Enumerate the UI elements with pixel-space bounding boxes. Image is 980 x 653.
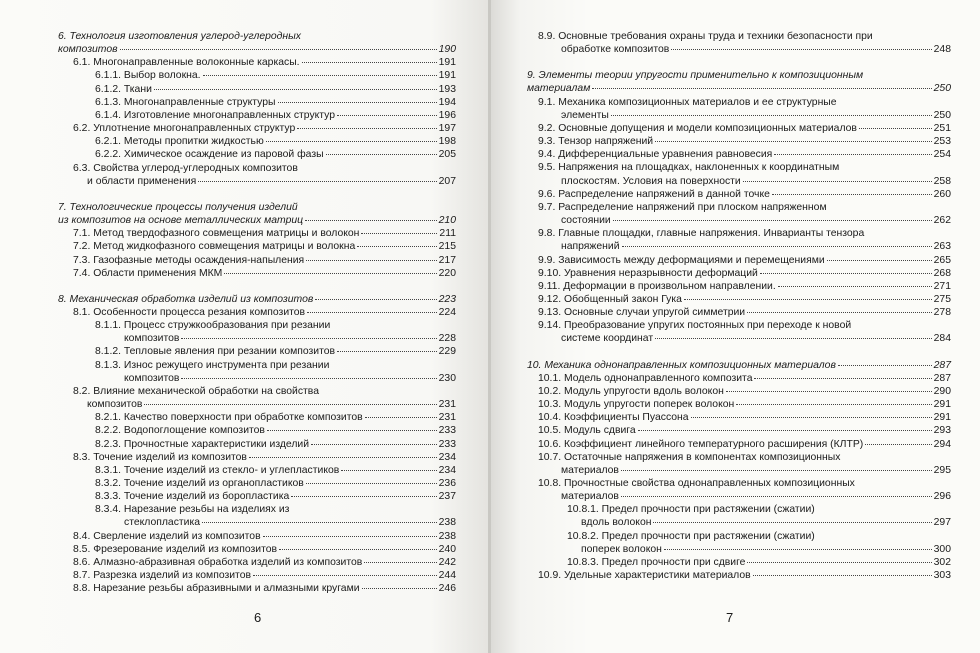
toc-section-entry bbox=[527, 424, 951, 437]
toc-page-number: 223 bbox=[438, 293, 456, 305]
dot-leader bbox=[302, 62, 437, 63]
toc-section-entry bbox=[527, 385, 951, 398]
dot-leader bbox=[361, 233, 437, 234]
toc-page-number: 193 bbox=[438, 83, 456, 95]
toc-entry-text: материалов bbox=[561, 464, 619, 476]
toc-entry-text: 6.2. Уплотнение многонаправленных структур bbox=[73, 123, 296, 135]
toc-entry-text: обработке композитов bbox=[561, 44, 670, 56]
dot-leader bbox=[224, 273, 436, 274]
toc-entry-text: 8.9. Основные требования охраны труда и техники безопасности при bbox=[538, 31, 873, 42]
toc-page-number: 217 bbox=[438, 254, 456, 266]
dot-leader bbox=[306, 483, 437, 484]
toc-section-entry bbox=[527, 201, 951, 227]
toc-entry-text: 8.2.2. Водопоглощение композитов bbox=[95, 425, 265, 437]
toc-section-entry bbox=[527, 161, 951, 187]
toc-section-entry bbox=[58, 254, 456, 267]
toc-section-entry bbox=[58, 530, 456, 543]
toc-entry-text: 9.5. Напряжения на площадках, наклоненных к координатным bbox=[538, 162, 840, 174]
toc-page-number: 240 bbox=[438, 543, 456, 555]
toc-page-number: 238 bbox=[438, 530, 456, 542]
toc-page-number: 260 bbox=[933, 188, 951, 200]
dot-leader bbox=[611, 115, 932, 116]
toc-entry-text: состоянии bbox=[561, 215, 611, 227]
dot-leader bbox=[203, 75, 437, 76]
toc-entry-text: 10.8.1. Предел прочности при растяжении (сжатии) bbox=[567, 504, 815, 516]
toc-page-number: 197 bbox=[438, 123, 456, 135]
toc-entry-text: 10.1. Модель однонаправленного композита bbox=[538, 372, 753, 384]
toc-entry-text: композитов bbox=[124, 333, 180, 345]
dot-leader bbox=[315, 299, 436, 300]
toc-section-entry bbox=[58, 543, 456, 556]
toc-page-number: 238 bbox=[438, 517, 456, 529]
dot-leader bbox=[263, 536, 437, 537]
toc-entry-text: 9.14. Преобразование упругих постоянных при переходе к новой bbox=[538, 320, 852, 332]
toc-entry-text: 9.6. Распределение напряжений в данной точке bbox=[538, 188, 770, 200]
dot-leader bbox=[736, 404, 931, 405]
dot-leader bbox=[743, 181, 932, 182]
toc-entry-text: и области применения bbox=[87, 175, 197, 187]
dot-leader bbox=[341, 470, 436, 471]
toc-entry-text: 8.3.4. Нарезание резьбы на изделиях из bbox=[95, 504, 290, 516]
dot-leader bbox=[865, 444, 931, 445]
toc-page-number: 194 bbox=[438, 96, 456, 108]
toc-section-entry bbox=[527, 267, 951, 280]
toc-page-number: 275 bbox=[933, 293, 951, 305]
toc-page-number: 278 bbox=[933, 307, 951, 319]
toc-page-number: 258 bbox=[933, 175, 951, 187]
dot-leader bbox=[306, 260, 436, 261]
dot-leader bbox=[364, 562, 436, 563]
section-gap bbox=[527, 56, 951, 69]
toc-subsection-entry bbox=[58, 135, 456, 148]
left-page bbox=[0, 0, 489, 653]
toc-section-entry bbox=[58, 162, 456, 188]
dot-leader bbox=[305, 220, 437, 221]
dot-leader bbox=[181, 338, 436, 339]
toc-page-number: 248 bbox=[933, 44, 951, 56]
toc-entry-text: 9.12. Обобщенный закон Гука bbox=[538, 293, 682, 305]
toc-page-number: 234 bbox=[438, 451, 456, 463]
toc-entry-text: 10.5. Модуль сдвига bbox=[538, 425, 636, 437]
toc-chapter-entry bbox=[58, 30, 456, 56]
toc-page-number: 233 bbox=[438, 425, 456, 437]
toc-entry-text: материалов bbox=[561, 491, 619, 503]
toc-entry-text: 9. Элементы теории упругости применительно к композиционным bbox=[527, 70, 864, 82]
dot-leader bbox=[671, 49, 931, 50]
toc-section-entry bbox=[527, 477, 951, 503]
toc-page-number: 262 bbox=[933, 215, 951, 227]
toc-page-number: 303 bbox=[933, 570, 951, 582]
toc-entry-text: 9.1. Механика композиционных материалов и ее структурные bbox=[538, 96, 837, 108]
toc-entry-text: 8.5. Фрезерование изделий из композитов bbox=[73, 543, 278, 555]
toc-section-entry bbox=[527, 306, 951, 319]
toc-subsection-entry bbox=[58, 490, 456, 503]
toc-entry-text: 8. Механическая обработка изделий из композитов bbox=[58, 293, 314, 305]
section-gap bbox=[527, 346, 951, 359]
toc-entry-text: 9.11. Деформации в произвольном направлении. bbox=[538, 280, 776, 292]
toc-page-number: 250 bbox=[933, 83, 951, 95]
toc-page-number: 207 bbox=[438, 175, 456, 187]
toc-section-entry bbox=[527, 148, 951, 161]
toc-entry-text: 8.1.3. Износ режущего инструмента при резании bbox=[95, 359, 330, 371]
toc-chapter-entry bbox=[527, 359, 951, 372]
toc-entry-text: 8.2.1. Качество поверхности при обработке композитов bbox=[95, 412, 363, 424]
dot-leader bbox=[202, 522, 437, 523]
toc-section-entry bbox=[527, 569, 951, 582]
dot-leader bbox=[267, 430, 437, 431]
toc-entry-text: 10.7. Остаточные напряжения в компонентах композиционных bbox=[538, 451, 841, 463]
toc-page-number: 229 bbox=[438, 346, 456, 358]
toc-entry-text: 7.2. Метод жидкофазного совмещения матрицы и волокна bbox=[73, 241, 356, 253]
toc-subsection-entry bbox=[58, 477, 456, 490]
dot-leader bbox=[144, 404, 436, 405]
dot-leader bbox=[326, 154, 437, 155]
toc-entry-text: плоскостям. Условия на поверхности bbox=[561, 175, 741, 187]
toc-entry-text: 7.4. Области применения МКМ bbox=[73, 267, 223, 279]
toc-entry-text: 6. Технология изготовления углерод-углеродных bbox=[58, 31, 301, 42]
toc-entry-text: 9.2. Основные допущения и модели композиционных материалов bbox=[538, 122, 857, 134]
toc-section-entry bbox=[527, 438, 951, 451]
toc-chapter-entry bbox=[58, 293, 456, 306]
toc-page-number: 293 bbox=[933, 425, 951, 437]
toc-entry-text: из композитов на основе металлических матриц bbox=[58, 215, 304, 227]
dot-leader bbox=[753, 575, 932, 576]
toc-section-entry bbox=[58, 227, 456, 240]
toc-section-entry bbox=[58, 240, 456, 253]
toc-section-entry bbox=[527, 398, 951, 411]
page-number-left: 6 bbox=[254, 610, 262, 625]
toc-page-number: 290 bbox=[933, 385, 951, 397]
toc-entry-text: 8.3. Точение изделий из композитов bbox=[73, 451, 247, 463]
dot-leader bbox=[278, 102, 437, 103]
toc-entry-text: 10.8.2. Предел прочности при растяжении (сжатии) bbox=[567, 530, 815, 542]
toc-page-number: 287 bbox=[933, 359, 951, 371]
page-number-right: 7 bbox=[726, 610, 734, 625]
toc-page-number: 251 bbox=[933, 122, 951, 134]
toc-entry-text: 8.8. Нарезание резьбы абразивными и алмазными кругами bbox=[73, 583, 360, 595]
toc-section-entry bbox=[527, 293, 951, 306]
toc-page-number: 191 bbox=[438, 57, 456, 69]
toc-section-entry bbox=[527, 372, 951, 385]
toc-page-number: 234 bbox=[438, 464, 456, 476]
dot-leader bbox=[279, 549, 437, 550]
toc-page-number: 191 bbox=[438, 70, 456, 82]
toc-page-number: 287 bbox=[933, 372, 951, 384]
dot-leader bbox=[653, 522, 931, 523]
toc-subsection-entry bbox=[58, 69, 456, 82]
dot-leader bbox=[291, 496, 436, 497]
toc-subsection-entry bbox=[58, 438, 456, 451]
toc-entry-text: 10.3. Модуль упругости поперек волокон bbox=[538, 399, 735, 411]
toc-page-number: 244 bbox=[438, 570, 456, 582]
toc-entry-text: 9.7. Распределение напряжений при плоском напряженном bbox=[538, 201, 827, 213]
toc-subsection-entry bbox=[527, 503, 951, 529]
toc-entry-text: композитов bbox=[58, 44, 118, 56]
toc-subsection-entry bbox=[58, 83, 456, 96]
toc-entry-text: 9.13. Основные случаи упругой симметрии bbox=[538, 307, 746, 319]
toc-subsection-entry bbox=[58, 411, 456, 424]
toc-entry-text: 7.3. Газофазные методы осаждения-напыления bbox=[73, 254, 305, 266]
toc-subsection-entry bbox=[58, 503, 456, 529]
toc-section-entry bbox=[58, 385, 456, 411]
toc-page-number: 215 bbox=[438, 241, 456, 253]
toc-section-entry bbox=[527, 451, 951, 477]
toc-subsection-entry bbox=[58, 109, 456, 122]
dot-leader bbox=[760, 273, 932, 274]
dot-leader bbox=[365, 417, 437, 418]
toc-subsection-entry bbox=[58, 345, 456, 358]
dot-leader bbox=[655, 338, 932, 339]
toc-page-number: 254 bbox=[933, 149, 951, 161]
toc-subsection-entry bbox=[58, 359, 456, 385]
dot-leader bbox=[307, 312, 437, 313]
toc-subsection-entry bbox=[58, 148, 456, 161]
toc-entry-text: 10. Механика однонаправленных композиционных материалов bbox=[527, 359, 836, 371]
toc-entry-text: 8.1. Особенности процесса резания композитов bbox=[73, 306, 306, 318]
dot-leader bbox=[684, 299, 932, 300]
toc-entry-text: 9.4. Дифференциальные уравнения равновесия bbox=[538, 149, 773, 161]
dot-leader bbox=[337, 351, 437, 352]
toc-entry-text: 8.4. Сверление изделий из композитов bbox=[73, 530, 261, 542]
toc-entry-text: материалам bbox=[527, 83, 591, 95]
toc-entry-text: 9.10. Уравнения неразрывности деформаций bbox=[538, 267, 758, 279]
toc-entry-text: 7. Технологические процессы получения изделий bbox=[58, 201, 298, 213]
toc-page-number: 300 bbox=[933, 543, 951, 555]
right-page bbox=[491, 0, 980, 653]
toc-subsection-entry bbox=[58, 319, 456, 345]
dot-leader bbox=[154, 89, 437, 90]
dot-leader bbox=[198, 181, 436, 182]
toc-page-number: 246 bbox=[438, 583, 456, 595]
dot-leader bbox=[638, 430, 932, 431]
toc-entry-text: 10.9. Удельные характеристики материалов bbox=[538, 570, 751, 582]
toc-entry-text: 6.2.2. Химическое осаждение из паровой фазы bbox=[95, 149, 324, 161]
toc-page-number: 231 bbox=[438, 399, 456, 411]
toc-entry-text: 6.1.1. Выбор волокна. bbox=[95, 70, 201, 82]
toc-subsection-entry bbox=[58, 464, 456, 477]
toc-page-number: 190 bbox=[438, 44, 456, 56]
toc-entry-text: 8.2.3. Прочностные характеристики изделий bbox=[95, 438, 310, 450]
toc-section-entry bbox=[527, 227, 951, 253]
toc-section-entry bbox=[527, 188, 951, 201]
toc-entry-text: 9.8. Главные площадки, главные напряжения. Инварианты тензора bbox=[538, 228, 865, 240]
toc-entry-text: 9.3. Тензор напряжений bbox=[538, 136, 654, 148]
toc-entry-text: 8.2. Влияние механической обработки на свойства bbox=[73, 385, 319, 397]
toc-section-entry bbox=[527, 254, 951, 267]
toc-entry-text: 6.1.2. Ткани bbox=[95, 83, 152, 95]
toc-page-number: 268 bbox=[933, 267, 951, 279]
toc-entry-text: 8.7. Разрезка изделий из композитов bbox=[73, 570, 251, 582]
dot-leader bbox=[613, 220, 932, 221]
dot-leader bbox=[726, 391, 932, 392]
section-gap bbox=[58, 280, 456, 293]
toc-entry-text: поперек волокон bbox=[581, 543, 662, 555]
toc-subsection-entry bbox=[58, 424, 456, 437]
toc-page-number: 224 bbox=[438, 306, 456, 318]
toc-entry-text: 8.1.2. Тепловые явления при резании композитов bbox=[95, 346, 336, 358]
toc-section-entry bbox=[527, 96, 951, 122]
toc-section-entry bbox=[58, 451, 456, 464]
toc-page-number: 237 bbox=[438, 491, 456, 503]
toc-entry-text: композитов bbox=[124, 372, 180, 384]
dot-leader bbox=[859, 128, 932, 129]
dot-leader bbox=[311, 444, 437, 445]
toc-page-number: 242 bbox=[438, 556, 456, 568]
toc-page-number: 291 bbox=[933, 412, 951, 424]
toc-entry-text: 8.3.1. Точение изделий из стекло- и углепластиков bbox=[95, 464, 340, 476]
section-gap bbox=[58, 188, 456, 201]
toc-section-entry bbox=[527, 122, 951, 135]
toc-entry-text: 9.9. Зависимость между деформациями и перемещениями bbox=[538, 254, 825, 266]
dot-leader bbox=[838, 365, 932, 366]
left-toc bbox=[58, 30, 456, 595]
dot-leader bbox=[754, 378, 931, 379]
dot-leader bbox=[778, 286, 932, 287]
toc-entry-text: 10.4. Коэффициенты Пуассона bbox=[538, 412, 689, 424]
toc-entry-text: 8.6. Алмазно-абразивная обработка изделий из композитов bbox=[73, 556, 363, 568]
toc-chapter-entry bbox=[58, 201, 456, 227]
dot-leader bbox=[774, 154, 931, 155]
toc-page-number: 233 bbox=[438, 438, 456, 450]
toc-entry-text: 8.3.2. Точение изделий из органопластиков bbox=[95, 478, 304, 489]
dot-leader bbox=[120, 49, 437, 50]
toc-entry-text: стеклопластика bbox=[124, 517, 201, 529]
toc-entry-text: 6.1. Многонаправленные волоконные каркасы. bbox=[73, 57, 300, 69]
toc-entry-text: 8.1.1. Процесс стружкообразования при резании bbox=[95, 320, 331, 332]
dot-leader bbox=[621, 470, 932, 471]
toc-subsection-entry bbox=[527, 556, 951, 569]
toc-entry-text: 10.8. Прочностные свойства однонаправленных композиционных bbox=[538, 478, 855, 489]
toc-section-entry bbox=[527, 319, 951, 345]
toc-page-number: 211 bbox=[439, 228, 456, 240]
toc-entry-text: композитов bbox=[87, 399, 143, 411]
toc-section-entry bbox=[58, 556, 456, 569]
toc-page-number: 231 bbox=[438, 412, 456, 424]
dot-leader bbox=[266, 141, 437, 142]
dot-leader bbox=[622, 246, 932, 247]
toc-entry-text: напряжений bbox=[561, 241, 620, 253]
toc-entry-text: системе координат bbox=[561, 333, 654, 345]
toc-section-entry bbox=[527, 30, 951, 56]
dot-leader bbox=[249, 457, 437, 458]
toc-page-number: 196 bbox=[438, 109, 456, 121]
toc-page-number: 297 bbox=[933, 517, 951, 529]
toc-chapter-entry bbox=[527, 69, 951, 95]
dot-leader bbox=[691, 417, 932, 418]
toc-page-number: 250 bbox=[933, 109, 951, 121]
toc-page-number: 198 bbox=[438, 136, 456, 148]
toc-page-number: 253 bbox=[933, 136, 951, 148]
right-toc bbox=[527, 30, 951, 582]
dot-leader bbox=[357, 246, 436, 247]
toc-entry-text: 6.3. Свойства углерод-углеродных композитов bbox=[73, 162, 298, 174]
toc-page-number: 210 bbox=[438, 215, 456, 227]
toc-subsection-entry bbox=[527, 530, 951, 556]
dot-leader bbox=[297, 128, 436, 129]
toc-entry-text: 6.1.3. Многонаправленные структуры bbox=[95, 96, 276, 108]
toc-page-number: 271 bbox=[933, 280, 951, 292]
toc-page-number: 291 bbox=[933, 399, 951, 411]
toc-section-entry bbox=[527, 135, 951, 148]
toc-page-number: 265 bbox=[933, 254, 951, 266]
toc-page-number: 284 bbox=[933, 333, 951, 345]
toc-entry-text: вдоль волокон bbox=[581, 517, 652, 529]
toc-section-entry bbox=[58, 306, 456, 319]
toc-section-entry bbox=[58, 122, 456, 135]
dot-leader bbox=[772, 194, 932, 195]
toc-page-number: 220 bbox=[438, 267, 456, 279]
toc-section-entry bbox=[58, 569, 456, 582]
toc-section-entry bbox=[58, 582, 456, 595]
toc-page-number: 236 bbox=[438, 478, 456, 489]
toc-entry-text: элементы bbox=[561, 109, 609, 121]
dot-leader bbox=[592, 88, 931, 89]
toc-subsection-entry bbox=[58, 96, 456, 109]
toc-entry-text: 10.8.3. Предел прочности при сдвиге bbox=[567, 556, 746, 568]
dot-leader bbox=[827, 260, 932, 261]
dot-leader bbox=[253, 575, 437, 576]
toc-page-number: 295 bbox=[933, 464, 951, 476]
toc-entry-text: 7.1. Метод твердофазного совмещения матрицы и волокон bbox=[73, 228, 360, 240]
dot-leader bbox=[337, 115, 437, 116]
toc-page-number: 230 bbox=[438, 372, 456, 384]
toc-entry-text: 8.3.3. Точение изделий из боропластика bbox=[95, 491, 290, 503]
toc-entry-text: 6.1.4. Изготовление многонаправленных структур bbox=[95, 109, 336, 121]
dot-leader bbox=[664, 549, 932, 550]
dot-leader bbox=[181, 378, 436, 379]
toc-page-number: 296 bbox=[933, 491, 951, 503]
dot-leader bbox=[621, 496, 932, 497]
toc-page-number: 294 bbox=[933, 438, 951, 450]
dot-leader bbox=[747, 562, 931, 563]
toc-entry-text: 6.2.1. Методы пропитки жидкостью bbox=[95, 136, 264, 148]
dot-leader bbox=[362, 588, 437, 589]
toc-entry-text: 10.6. Коэффициент линейного температурного расширения (КЛТР) bbox=[538, 438, 864, 450]
toc-page-number: 205 bbox=[438, 149, 456, 161]
dot-leader bbox=[655, 141, 932, 142]
toc-entry-text: 10.2. Модуль упругости вдоль волокон bbox=[538, 385, 724, 397]
toc-page-number: 228 bbox=[438, 333, 456, 345]
toc-page-number: 263 bbox=[933, 241, 951, 253]
dot-leader bbox=[747, 312, 932, 313]
toc-page-number: 302 bbox=[933, 556, 951, 568]
toc-section-entry bbox=[58, 56, 456, 69]
toc-section-entry bbox=[527, 411, 951, 424]
toc-section-entry bbox=[527, 280, 951, 293]
toc-section-entry bbox=[58, 267, 456, 280]
